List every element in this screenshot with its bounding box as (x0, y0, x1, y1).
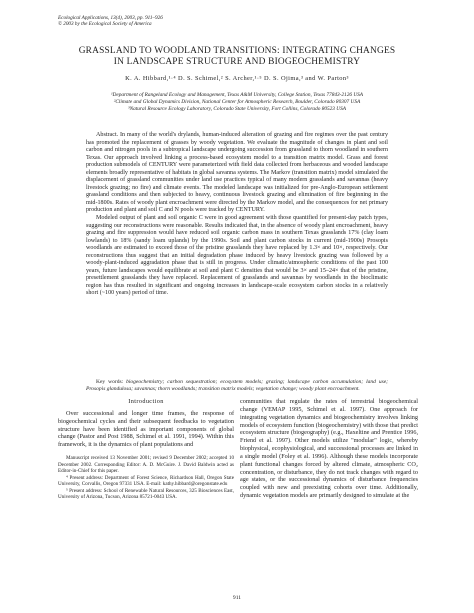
article-title (0, 46, 474, 69)
copyright-notice: © 2003 by the Ecological Society of America (58, 21, 152, 28)
abstract (86, 132, 388, 298)
right-column (240, 398, 418, 500)
footnote-present-address-5: ⁵ Present address: School of Renewable Natural Resources, 325 Biosciences East, University of Arizona, Tucson, Arizona 85721-0043 USA. (58, 487, 234, 501)
affiliation-1: ¹Department of Rangeland Ecology and Management, Texas A&M University, College Station, Texas 77843-2126 USA (110, 92, 364, 98)
footnote-manuscript: Manuscript received 13 November 2001; revised 9 December 2002; accepted 10 December 2002. Corresponding Editor: A. D. McGuire. J. David Baldwin acted as Editor-in-Chief for this paper. (58, 455, 234, 475)
author-list: K. A. Hibbard,¹·⁴ D. S. Schimel,² S. Archer,¹·⁵ D. S. Ojima,³ and W. Parton³ (125, 75, 349, 82)
journal-citation: Ecological Applications, 13(4), 2003, pp. 911–926 (58, 15, 163, 21)
footnote-present-address-4: ⁴ Present address: Department of Forest Science, Richardson Hall, Oregon State University, Corvallis, Oregon 97331 USA. E-mail: kathy.hibbard@oregonstate.edu (58, 474, 234, 488)
running-header (58, 15, 163, 28)
intro-paragraph-right: communities that regulate the rates of terrestrial biogeochemical change (VEMAP 1995, Schimel et al. 1997). One approach for integrating vegetation dynamics and biogeochemistry involves linking models of ecosystem function (biogeochemistry) with those that predict ecosystem structure (biogeography) (e.g., Haxeltine and Prentice 1996, Friend et al. 1997). Other models utilize "modular" logic, whereby biophysical, ecophysiological, and successional processes are linked in a single model (Foley et al. 1996). Although these models incorporate plant functional changes forced by altered climate, atmospheric CO₂ concentration, or disturbance, they do not track changes with regard to age states, or the successional dynamics of disturbance frequencies coupled with new and preexisting cohorts over time. Additionally, dynamic vegetation models are primarily designed to simulate at the (240, 398, 418, 500)
title-line-1: GRASSLAND TO WOODLAND TRANSITIONS: INTEGRATING CHANGES (78, 46, 396, 56)
page-number: 911 (232, 595, 242, 601)
intro-paragraph-left: Over successional and longer time frames, the response of biogeochemical cycles and their subsequent feedbacks to vegetation structure have been identified as important components of global change (Pastor and Post 1988, Schimel et al. 1991, 1994). Within this framework, it is the dynamics of plant populations and (58, 409, 234, 449)
left-column (58, 398, 234, 501)
section-heading-introduction: Introduction (128, 398, 164, 405)
keywords-label: Key words: (96, 379, 124, 385)
affiliation-2: ²Climate and Global Dynamics Division, National Center for Atmospheric Research, Boulder, Colorado 80307 USA (113, 99, 361, 106)
title-line-2: IN LANDSCAPE STRUCTURE AND BIOGEOCHEMISTRY (113, 57, 361, 68)
abstract-paragraph-2: Modeled output of plant and soil organic C were in good agreement with those quantified for present-day patch types, suggesting our reconstructions were reasonable. Results indicated that, in the absence of woody plant encroachment, heavy grazing and fire suppression would have reduced soil organic carbon mass in southern Texas grasslands 17% (clay loam lowlands) to 18% (sandy loam uplands) by the 1990s. Soil and plant carbon stocks in current (mid-1900s) Prosopis woodlands are estimated to exceed those of the pristine grasslands they have replaced by 1.3× and 10×, respectively. Our reconstructions thus suggest that an initial degradation phase induced by heavy livestock grazing was followed by a woody-plant-induced aggradation phase that is still in progress. Under climatic/atmospheric conditions of the past 100 years, future landscapes would equilibrate at soil and plant C densities that would be 3× and 15–24× that of the pristine, presettlement grasslands they have replaced. Replacement of grasslands and savannas by woodlands in the bioclimatic region has thus resulted in significant and ongoing increases in landscape-scale ecosystem carbon stocks in a relatively short (~100 years) period of time. (86, 215, 388, 297)
keywords-text: biogeochemistry; carbon sequestration; ecosystem models; grazing; landscape carbon accumulation; land use; Prosopis glandulosa; savannas; thorn woodlands; transition matrix models; vegetation change; woody plant encroachment. (86, 379, 388, 392)
abstract-paragraph-1: Abstract. In many of the world's drylands, human-induced alteration of grazing and fire regimes over the past century has promoted the replacement of grasses by woody vegetation. We evaluate the magnitude of changes in plant and soil carbon and nitrogen pools in a subtropical landscape undergoing succession from grassland to thorn woodland in southern Texas. Our approach involved linking a process-based ecosystem model to a transition matrix model. Grass and forest production submodels of CENTURY were parameterized with field data collected from herbaceous and wooded landscape elements broadly representative of habitats in global savanna systems. The Markov (transition matrix) model simulated the displacement of grassland communities under land use practices typical of many modern grasslands and savannas (heavy livestock grazing; no fire) and climate events. The modeled landscape was initialized for pre-Anglo-European settlement grassland conditions and then subjected to heavy, continuous livestock grazing and elimination of fire beginning in the mid-1800s. Rates of woody plant encroachment were directed by the Markov model, and the consequences for net primary production and plant and soil C and N pools were tracked by CENTURY. (86, 132, 388, 214)
keywords (86, 379, 388, 393)
affiliation-3: ³Natural Resource Ecology Laboratory, Colorado State University, Fort Collins, Colorado 80523 USA (128, 106, 346, 113)
footnotes (58, 455, 234, 501)
affiliations (0, 92, 474, 113)
